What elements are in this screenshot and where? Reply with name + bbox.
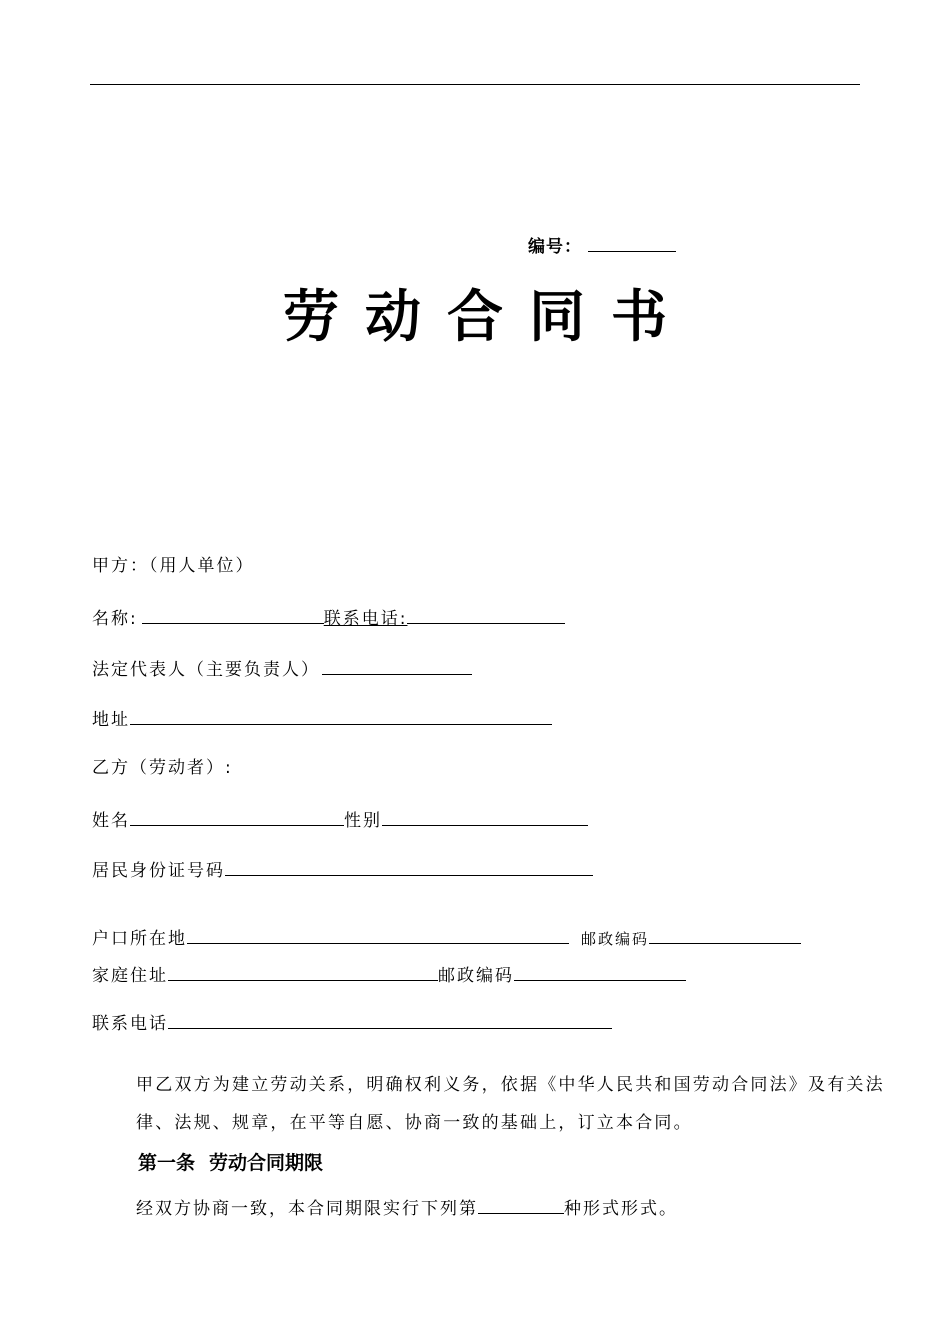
- party-b-phone-label: 联系电话: [92, 1014, 168, 1034]
- party-b-home-row: [92, 962, 686, 987]
- party-b-hukou-postcode-label: 邮政编码: [581, 930, 650, 948]
- party-b-home-postcode-label: 邮政编码: [438, 966, 514, 986]
- party-b-id-row: [92, 857, 593, 882]
- party-a-name-row: [92, 605, 565, 630]
- party-b-gender-blank[interactable]: [382, 807, 588, 826]
- party-b-phone-blank[interactable]: [168, 1010, 612, 1029]
- party-b-home-address-label: 家庭住址: [92, 966, 168, 986]
- party-b-id-blank[interactable]: [225, 857, 593, 876]
- party-b-name-row: [92, 807, 588, 832]
- party-a-address-blank[interactable]: [130, 706, 552, 725]
- party-b-name-blank[interactable]: [130, 807, 344, 826]
- party-b-phone-row: [92, 1010, 612, 1035]
- party-a-legal-rep-row: [92, 656, 472, 681]
- article-1-form-blank[interactable]: [478, 1195, 564, 1214]
- article-1-text: [136, 1195, 678, 1220]
- party-b-hukou-blank[interactable]: [187, 925, 569, 944]
- party-b-gender-label: 性别: [344, 811, 382, 831]
- contract-number: [528, 232, 676, 257]
- party-b-heading: 乙方（劳动者）:: [92, 758, 233, 778]
- party-b-hukou-row: [92, 925, 801, 950]
- party-a-name-label: 名称:: [92, 609, 138, 629]
- article-1-heading: [138, 1148, 323, 1175]
- party-b-name-label: 姓名: [92, 811, 130, 831]
- party-b-home-postcode-blank[interactable]: [514, 962, 686, 981]
- article-1-title: 劳动合同期限: [209, 1152, 324, 1174]
- party-a-phone-blank[interactable]: [407, 605, 565, 624]
- header-rule: [90, 84, 860, 85]
- party-b-hukou-label: 户口所在地: [92, 929, 187, 949]
- article-1-text-after: 种形式形式。: [564, 1199, 678, 1219]
- party-a-name-blank[interactable]: [142, 605, 324, 624]
- article-1-text-before: 经双方协商一致，本合同期限实行下列第: [136, 1199, 478, 1219]
- party-b-id-label: 居民身份证号码: [92, 861, 225, 881]
- party-b-home-address-blank[interactable]: [168, 962, 438, 981]
- party-a-legal-rep-label: 法定代表人（主要负责人）: [92, 660, 320, 680]
- article-1-number: 第一条: [138, 1152, 196, 1174]
- party-a-phone-label: 联系电话:: [323, 609, 408, 629]
- party-a-legal-rep-blank[interactable]: [322, 656, 472, 675]
- preamble-paragraph: 甲乙双方为建立劳动关系，明确权利义务，依据《中华人民共和国劳动合同法》及有关法律、法规、规章，在平等自愿、协商一致的基础上，订立本合同。: [136, 1075, 885, 1133]
- contract-number-blank[interactable]: [588, 235, 676, 252]
- party-b-hukou-postcode-blank[interactable]: [649, 925, 801, 944]
- party-a-heading: 甲方：（用人单位）: [92, 556, 255, 576]
- party-a-address-label: 地址: [92, 710, 130, 730]
- party-a-address-row: [92, 706, 552, 731]
- contract-number-label: 编号：: [528, 237, 582, 257]
- document-title: 劳动合同书: [283, 285, 693, 350]
